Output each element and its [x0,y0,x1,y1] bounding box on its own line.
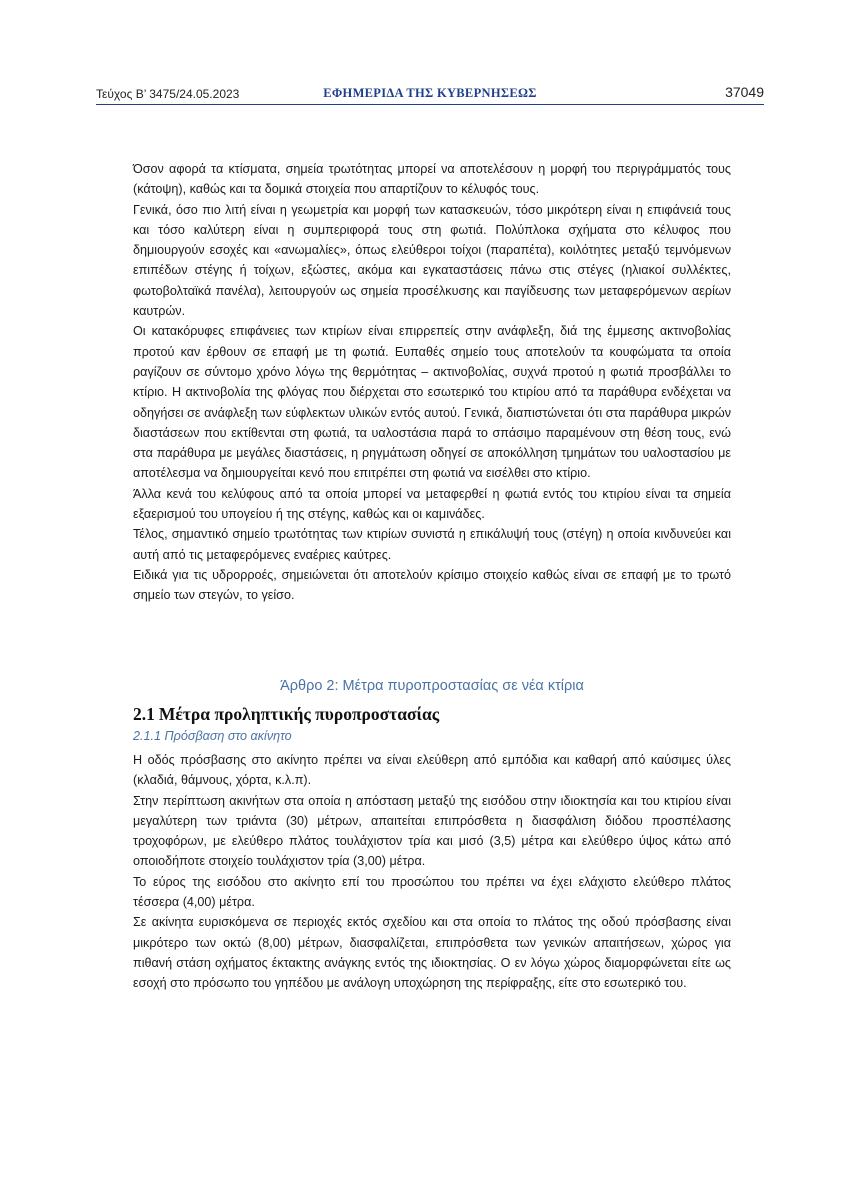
body-text-block-1 [133,159,731,606]
section-number: 2.1 [133,704,155,724]
body-text-block-2 [133,750,731,994]
paragraph: Ειδικά για τις υδρορροές, σημειώνεται ότι αποτελούν κρίσιμο στοιχείο καθώς είναι σε επαφή με το τρωτό σημείο των στεγών, το γείσο. [133,567,731,603]
page-header [96,84,764,106]
issue-reference: Τεύχος Β’ 3475/24.05.2023 [96,87,240,101]
section-heading [133,704,731,725]
paragraph: Στην περίπτωση ακινήτων στα οποία η απόσταση μεταξύ της εισόδου στην ιδιοκτησία και του κτιρίου είναι μεγαλύτερη των τριάντα (30) μέτρων, απαιτείται επιπρόσθετα η διασφάλιση διόδου προσπέλασης τροχοφόρων, με ελεύθερο πλάτος τουλάχιστον τρία και μισό (3,5) μέτρα και ελεύθερο ύψος κάτω από οποιοδήποτε στοιχείο τουλάχιστον τρία (3,00) μέτρα. [133,793,731,869]
page-number: 37049 [725,84,764,100]
paragraph: Σε ακίνητα ευρισκόμενα σε περιοχές εκτός σχεδίου και στα οποία το πλάτος της οδού πρόσβασης είναι μικρότερο των οκτώ (8,00) μέτρων, διασφαλίζεται, επιπρόσθετα των γενικών απαιτήσεων, χώρος για πιθανή στάση οχήματος έκτακτης ανάγκης εντός της ιδιοκτησίας. Ο εν λόγω χώρος διαμορφώνεται είτε ως εσοχή στο πρόσωπο του γηπέδου με ανάλογη υποχώρηση της περίφραξης, είτε στο εσωτερικό του. [133,915,731,991]
paragraph: Το εύρος της εισόδου στο ακίνητο επί του προσώπου του πρέπει να έχει ελάχιστο ελεύθερο πλάτος τέσσερα (4,00) μέτρα. [133,874,731,910]
paragraph: Άλλα κενά του κελύφους από τα οποία μπορεί να μεταφερθεί η φωτιά εντός του κτιρίου είναι τα σημεία εξαερισμού του υπογείου ή της στέγης, καθώς και οι καμινάδες. [133,486,731,522]
header-divider [96,104,764,105]
paragraph: Γενικά, όσο πιο λιτή είναι η γεωμετρία και μορφή των κατασκευών, τόσο μικρότερη είναι η επιφάνειά τους και τόσο καλύτερη είναι η συμπεριφορά τους στη φωτιά. Πολύπλοκα σχήματα στο κέλυφος που δημιουργούν εσοχές και «ανωμαλίες», όπως ελεύθεροι τοίχοι (παραπέτα), κοιλότητες μεταξύ τεμνόμενων επιπέδων στέγης ή τοίχων, εξώστες, ακόμα και εγκαταστάσεις πάνω στις στέγες (ηλιακοί συλλέκτες, φωτοβολταϊκά πανέλα), λειτουργούν ως σημεία προσέλκυσης και παγίδευσης των μεταφερόμενων αερίων καυτρών. [133,202,731,319]
paragraph: Η οδός πρόσβασης στο ακίνητο πρέπει να είναι ελεύθερη από εμπόδια και καθαρή από καύσιμες ύλες (κλαδιά, θάμνους, χόρτα, κ.λ.π). [133,753,731,788]
paragraph: Οι κατακόρυφες επιφάνειες των κτιρίων είναι επιρρεπείς στην ανάφλεξη, διά της έμμεσης ακτινοβολίας προτού καν έρθουν σε επαφή με τη φωτιά. Ευπαθές σημείο τους αποτελούν τα κουφώματα τα οποία ραγίζουν σε σύντομο χρόνο λόγω της θερμότητας – ακτινοβολίας, συχνά προτού η φωτιά προσβάλλει το κτίριο. Η ακτινοβολία της φλόγας που διέρχεται στο εσωτερικό του κτιρίου από τα παράθυρα ενδέχεται να οδηγήσει σε ανάφλεξη των εύφλεκτων υλικών εντός αυτού. Γενικά, διαπιστώνεται ότι στα παράθυρα μικρών διαστάσεων που εκτίθενται στη φωτιά, τα υαλοστάσια παρά το σπάσιμο παραμένουν στη θέση τους, ενώ στα παράθυρα με μεγάλες διαστάσεις, η ρηγμάτωση οδηγεί σε αποκόλληση τμημάτων του υαλοστασίου με αποτέλεσμα να δημιουργείται κενό που επιτρέπει στη φωτιά να εισέλθει στο κτίριο. [133,324,731,481]
article-title: Άρθρο 2: Μέτρα πυροπροστασίας σε νέα κτίρια [280,678,584,694]
paragraph: Όσον αφορά τα κτίσματα, σημεία τρωτότητας μπορεί να αποτελέσουν η μορφή του περιγράμματός τους (κάτοψη), καθώς και τα δομικά στοιχεία που απαρτίζουν το κέλυφός τους. [133,162,731,197]
subsection-heading: 2.1.1 Πρόσβαση στο ακίνητο [133,729,292,743]
paragraph: Τέλος, σημαντικό σημείο τρωτότητας των κτιρίων συνιστά η επικάλυψή τους (στέγη) η οποία κινδυνεύει και αυτή από τις μεταφερόμενες εναέριες καύτρες. [133,527,731,562]
gazette-title: ΕΦΗΜΕΡΙΔΑ ΤΗΣ ΚΥΒΕΡΝΗΣΕΩΣ [323,86,537,100]
section-title-text: Μέτρα προληπτικής πυροπροστασίας [158,704,440,724]
